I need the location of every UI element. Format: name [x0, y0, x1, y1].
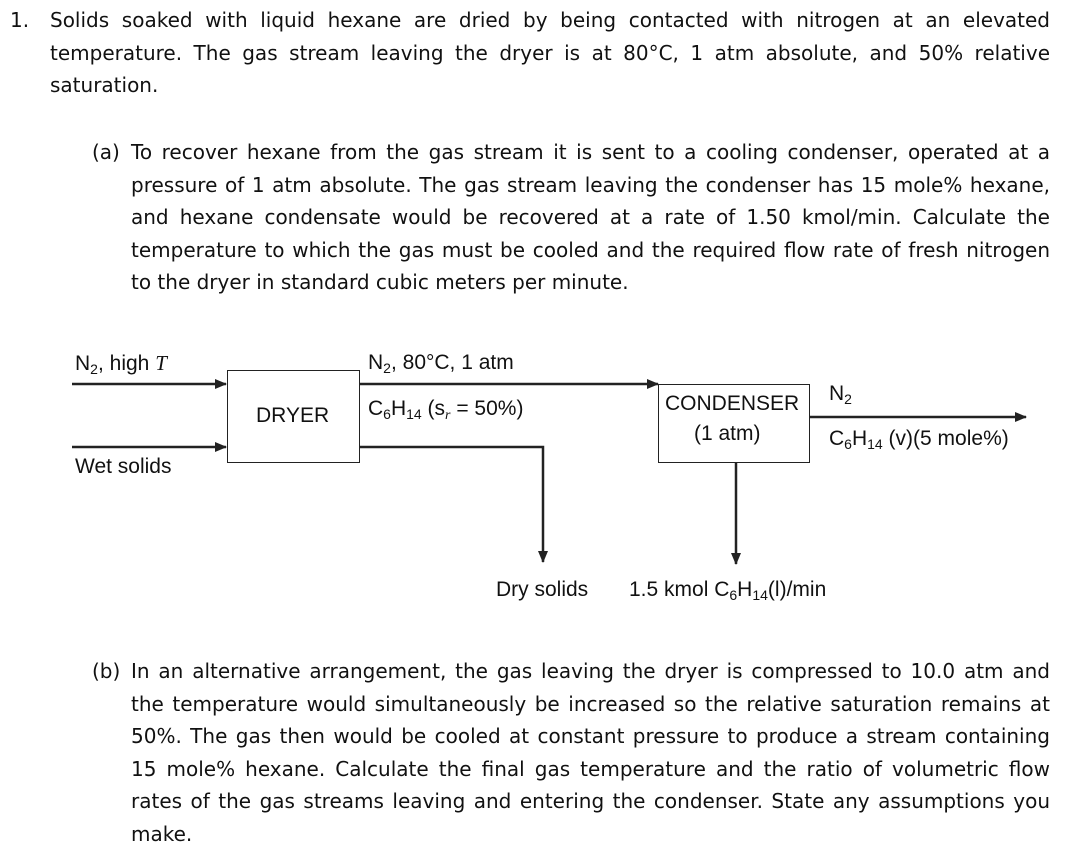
condenser-outlet-label-line2: $C_6H_{14}$ (v)(5 mole%): [829, 427, 1009, 452]
problem-statement: Solids soaked with liquid hexane are dried by being contacted with nitrogen at an elevated temperature. The gas stream leaving the dryer is at 80°C, 1 atm absolute, and 50% relative saturation.: [50, 8, 1050, 97]
dryer-outlet-label-line1: $N_2$, 80°C, 1 atm: [368, 351, 514, 376]
part-a-label: (a): [92, 140, 120, 164]
dryer-outlet-label-line2: $C_6H_{14}$ $(s_r = 50\%)$: [368, 397, 524, 423]
part-b-label: (b): [92, 659, 121, 683]
dry-solids-stream: [359, 447, 543, 562]
dry-solids-label: Dry solids: [496, 578, 589, 601]
condenser-label: CONDENSER: [665, 392, 800, 415]
wet-solids-label: Wet solids: [75, 455, 172, 478]
condenser-outlet-label-line1: $N_2$: [829, 382, 852, 407]
condensate-label: 1.5 kmol $C_6H_{14}(l)/\min$: [629, 578, 827, 603]
dryer-label: DRYER: [256, 404, 330, 427]
part-b-text: In an alternative arrangement, the gas leaving the dryer is compressed to 10.0 atm and the temperature would simultaneously be increased so the relative saturation remains at 50%. The gas then would be cooled at constant pressure to produce a stream containing 15 mole% hexane. Calculate the final gas temperature and the ratio of volumetric flow rates of the gas streams leaving and entering the condenser. State any assumptions you make.: [131, 659, 1050, 846]
condenser-pressure: (1 atm): [694, 422, 761, 445]
inlet-gas-label: $N_2$, high T: [75, 351, 167, 377]
problem-number: 1.: [10, 8, 30, 32]
part-a-text: To recover hexane from the gas stream it is sent to a cooling condenser, operated at a pressure of 1 atm absolute. The gas stream leaving the condenser has 15 mole% hexane, and hexane condensate would be recovered at a rate of 1.50 kmol/min. Calculate the temperature to which the gas must be cooled and the required flow rate of fresh nitrogen to the dryer in standard cubic meters per minute.: [131, 140, 1050, 294]
